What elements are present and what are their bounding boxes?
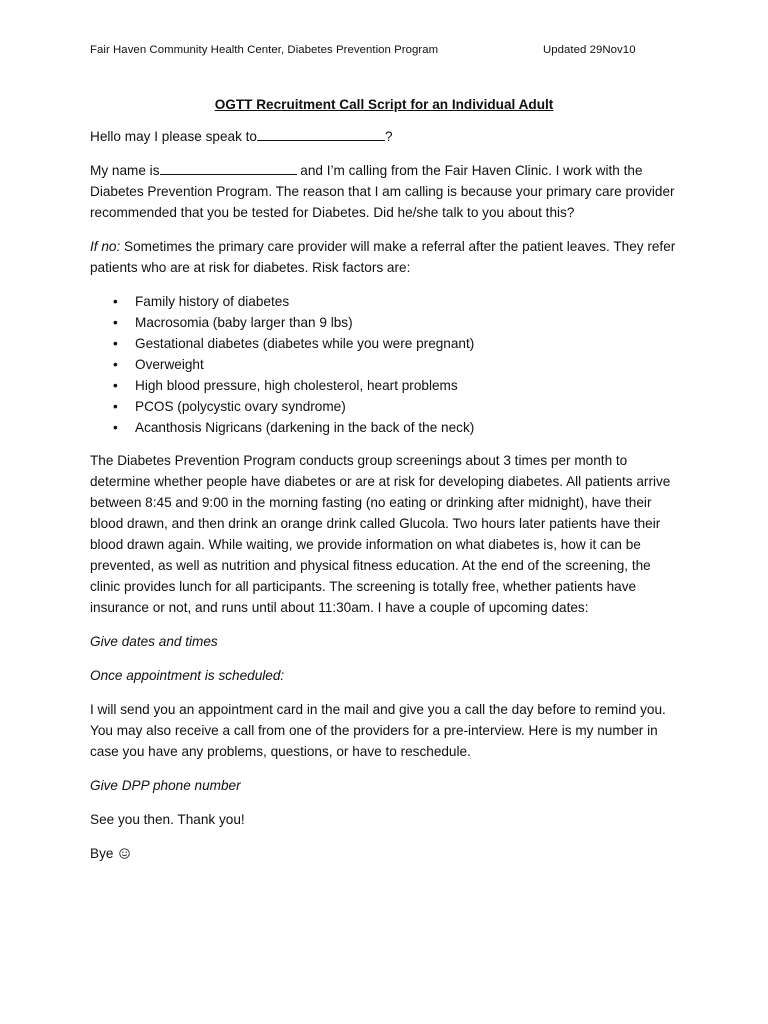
list-item [113, 375, 682, 396]
risk-factor-text: High blood pressure, high cholesterol, heart problems [135, 378, 458, 393]
caller-name-blank-line [160, 161, 297, 175]
risk-factor-list [90, 291, 682, 438]
risk-factor-text: Overweight [135, 357, 204, 372]
bye-line [90, 843, 682, 864]
greeting-line [90, 126, 682, 147]
list-item [113, 312, 682, 333]
risk-factor-text: Acanthosis Nigricans (darkening in the back of the neck) [135, 420, 475, 435]
bullet-icon: • [113, 357, 118, 372]
list-item [113, 333, 682, 354]
bullet-icon: • [113, 378, 118, 393]
smiley-face-icon [119, 848, 130, 859]
intro-paragraph [90, 160, 682, 223]
instruction-give-phone: Give DPP phone number [90, 778, 241, 793]
bye-text: Bye [90, 846, 114, 861]
greeting-text: Hello may I please speak to [90, 129, 257, 144]
header-updated-date: Updated 29Nov10 [543, 44, 636, 56]
greeting-end: ? [385, 129, 393, 144]
risk-factor-text: PCOS (polycystic ovary syndrome) [135, 399, 346, 414]
list-item [113, 417, 682, 438]
page-title: OGTT Recruitment Call Script for an Individual Adult [214, 97, 554, 112]
header-organization: Fair Haven Community Health Center, Diabetes Prevention Program [90, 44, 439, 56]
list-item [113, 354, 682, 375]
if-no-paragraph [90, 236, 682, 278]
bullet-icon: • [113, 294, 118, 309]
risk-factor-text: Gestational diabetes (diabetes while you were pregnant) [135, 336, 475, 351]
bullet-icon: • [113, 315, 118, 330]
program-description-paragraph: The Diabetes Prevention Program conducts group screenings about 3 times per month to determine whether people have diabetes or are at risk for developing diabetes. All patients arrive between 8:45 and 9:00 in the morning fasting (no eating or drinking after midnight), have their blood drawn, and then drink an orange drink called Glucola. Two hours later patients have their blood drawn again. While waiting, we provide information on what diabetes is, how it can be prevented, as well as nutrition and physical fitness education. At the end of the screening, the clinic provides lunch for all participants. The screening is totally free, whether patients have insurance or not, and runs until about 11:30am. I have a couple of upcoming dates: [90, 453, 671, 615]
closing-line: See you then. Thank you! [90, 812, 245, 827]
bullet-icon: • [113, 399, 118, 414]
list-item [113, 291, 682, 312]
risk-factor-text: Family history of diabetes [135, 294, 290, 309]
bullet-icon: • [113, 336, 118, 351]
intro-text: and I’m calling from the Fair Haven Clinic. I work with the Diabetes Prevention Program. The reason that I am calling is because your primary care provider recommended that you be tested for Diabetes. Did he/she talk to you about this? [90, 163, 675, 220]
intro-start: My name is [90, 163, 160, 178]
instruction-once-scheduled: Once appointment is scheduled: [90, 668, 285, 683]
if-no-label: If no: [90, 239, 121, 254]
list-item [113, 396, 682, 417]
risk-factor-text: Macrosomia (baby larger than 9 lbs) [135, 315, 353, 330]
name-blank-line [257, 127, 385, 141]
script-body [90, 94, 682, 877]
instruction-give-dates: Give dates and times [90, 634, 218, 649]
followup-paragraph: I will send you an appointment card in the mail and give you a call the day before to remind you. You may also receive a call from one of the providers for a pre-interview. Here is my number in case you have any problems, questions, or have to reschedule. [90, 702, 666, 759]
bullet-icon: • [113, 420, 118, 435]
if-no-text: Sometimes the primary care provider will make a referral after the patient leaves. They refer patients who are at risk for diabetes. Risk factors are: [90, 239, 676, 275]
